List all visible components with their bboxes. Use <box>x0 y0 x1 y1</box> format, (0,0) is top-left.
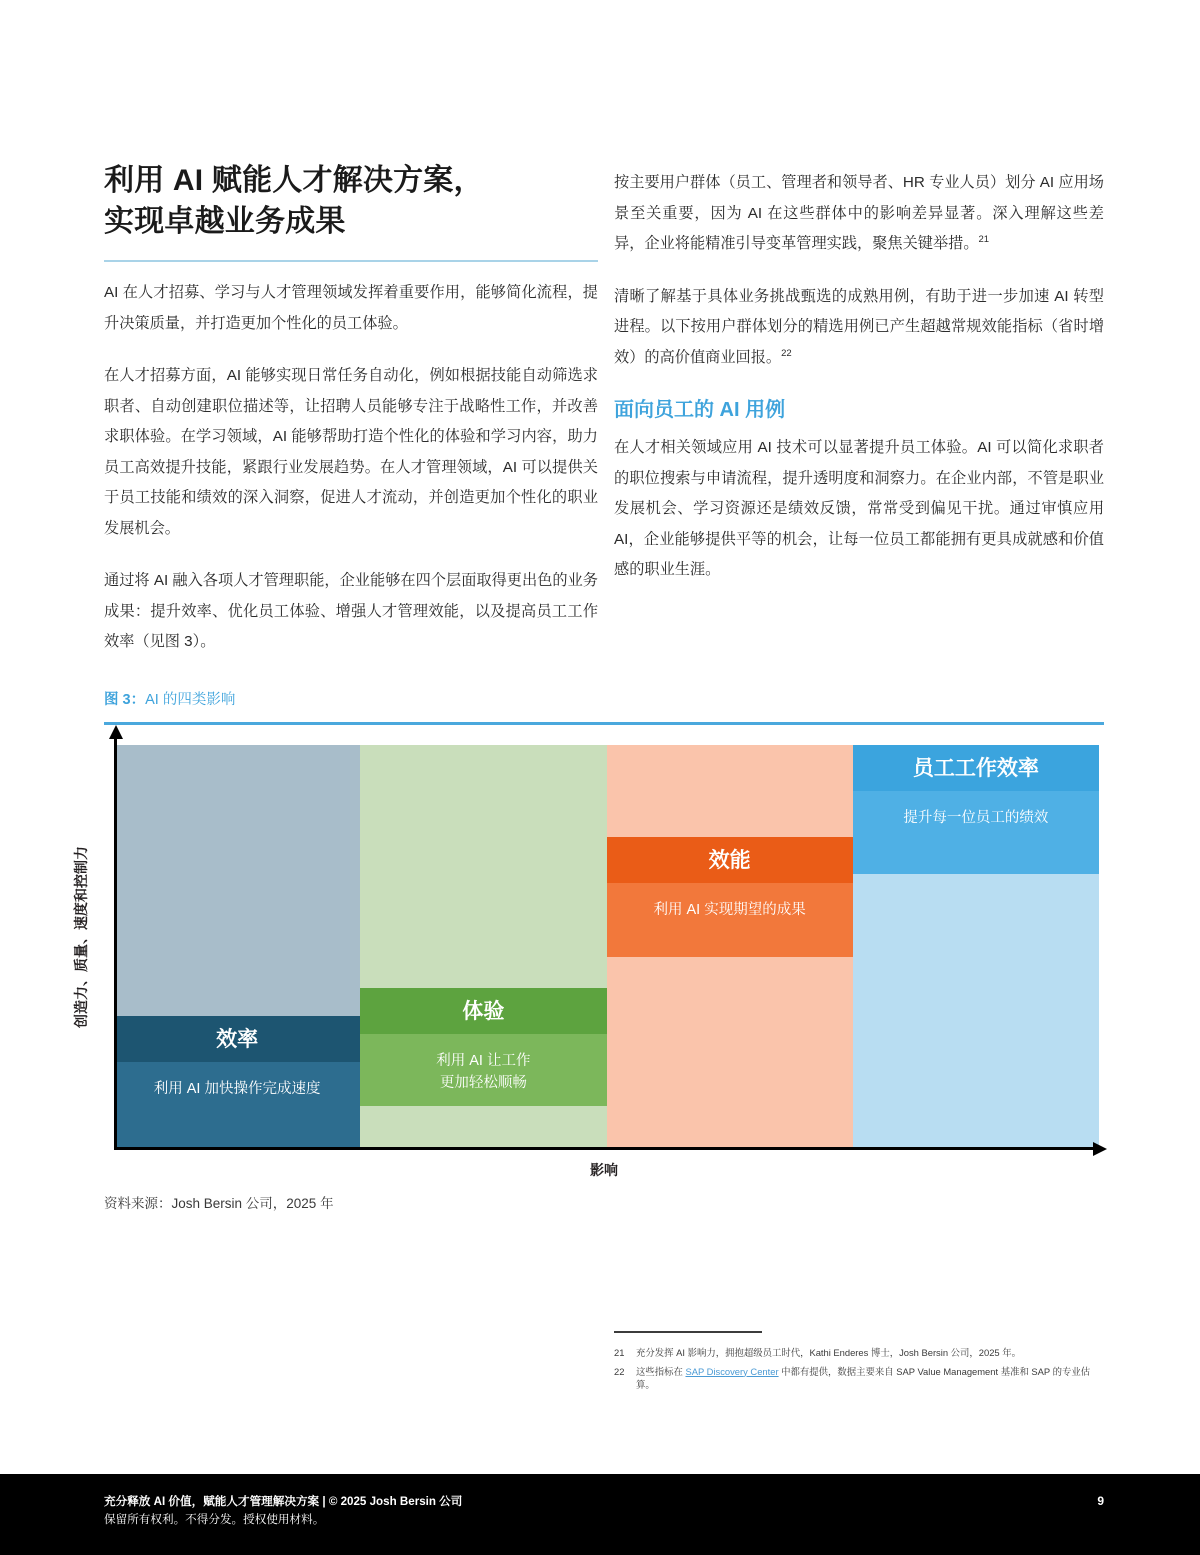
chart-card-experience-subtitle-line-1: 利用 AI 让工作 <box>436 1053 531 1069</box>
footnote-divider <box>614 1331 762 1333</box>
footer-copyright <box>104 1493 462 1529</box>
headline-divider <box>104 260 598 262</box>
chart-card-experience <box>360 988 606 1106</box>
right-paragraph-1 <box>614 168 1104 260</box>
headline-line-1: 利用 AI 赋能人才解决方案， <box>104 164 484 197</box>
chart-card-effectiveness-subtitle: 利用 AI 实现期望的成果 <box>653 902 806 918</box>
chart-band-experience <box>360 745 606 1150</box>
footnote-22-text-before: 这些指标在 <box>636 1365 686 1377</box>
chart-band-effectiveness <box>607 745 853 1150</box>
chart-card-productivity-title: 员工工作效率 <box>853 745 1099 791</box>
figure-label: 图 3： <box>104 692 146 708</box>
y-axis-arrow <box>114 737 117 1150</box>
left-paragraph-2: 在人才招募方面，AI 能够实现日常任务自动化，例如根据技能自动筛选求职者、自动创建职位描述等，让招聘人员能够专注于战略性工作，并改善求职体验。在学习领域，AI 能够帮助打造个性化的体验和学习内容，助力员工高效提升技能，紧跟行业发展趋势。在人才管理领域，AI 可以提供关于员工技能和绩效的深入洞察，促进人才流动，并创造更加个性化的职业发展机会。 <box>104 367 598 537</box>
page-title <box>104 160 598 242</box>
footnote-text-22 <box>636 1365 1106 1392</box>
sap-discovery-center-link[interactable]: SAP Discovery Center <box>685 1365 779 1377</box>
footnote-text-21: 充分发挥 AI 影响力，拥抱超级员工时代，Kathi Enderes 博士，Josh Bersin 公司，2025 年。 <box>636 1347 1021 1358</box>
footnote-item-21 <box>614 1346 1106 1360</box>
right-paragraph-1-text: 按主要用户群体（员工、管理者和领导者、HR 专业人员）划分 AI 应用场景至关重要，因为 AI 在这些群体中的影响差异显著。深入理解这些差异，企业将能精准引导变革管理实践，聚焦关键举措。 <box>614 174 1104 252</box>
chart-plot-area <box>114 745 1099 1150</box>
figure-source: 资料来源：Josh Bersin 公司，2025 年 <box>104 1196 334 1211</box>
section-subheading: 面向员工的 AI 用例 <box>614 399 786 421</box>
footer-line-2: 保留所有权利。不得分发。授权使用材料。 <box>104 1513 325 1526</box>
figure-caption <box>104 690 1104 710</box>
x-axis-arrow <box>114 1147 1094 1150</box>
chart-card-experience-title: 体验 <box>360 988 606 1034</box>
chart-card-productivity-subtitle: 提升每一位员工的绩效 <box>903 810 1049 826</box>
right-paragraph-3: 在人才相关领域应用 AI 技术可以显著提升员工体验。AI 可以简化求职者的职位搜索与申请流程，提升透明度和洞察力。在企业内部，不管是职业发展机会、学习资源还是绩效反馈，常常受到偏见干扰。通过审慎应用 AI，企业能够提供平等的机会，让每一位员工都能拥有更具成就感和价值感的职业生涯。 <box>614 439 1104 578</box>
footnote-marker-22: 22 <box>781 347 792 359</box>
footnote-marker-21: 21 <box>978 233 990 245</box>
right-paragraph-2-text: 清晰了解基于具体业务挑战甄选的成熟用例，有助于进一步加速 AI 转型进程。以下按用户群体划分的精选用例已产生超越常规效能指标（省时增效）的高价值商业回报。 <box>614 287 1104 366</box>
headline-line-2: 实现卓越业务成果 <box>104 205 346 238</box>
chart-card-efficiency <box>114 1016 360 1150</box>
footnote-number-21: 21 <box>614 1347 625 1358</box>
chart-card-efficiency-title: 效率 <box>114 1016 360 1062</box>
left-paragraph-1: AI 在人才招募、学习与人才管理领域发挥着重要作用，能够简化流程，提升决策质量，并打造更加个性化的员工体验。 <box>104 284 598 332</box>
footnote-number-22: 22 <box>614 1365 625 1377</box>
chart-band-efficiency <box>114 745 360 1150</box>
chart-card-efficiency-subtitle: 利用 AI 加快操作完成速度 <box>153 1081 321 1097</box>
chart-band-productivity <box>853 745 1099 1150</box>
chart-card-productivity <box>853 745 1099 874</box>
page-number: 9 <box>1097 1494 1104 1508</box>
y-axis-label <box>70 737 92 1137</box>
y-axis-label-text: 创造力、质量、速度和控制力 <box>73 846 89 1028</box>
footnote-item-22 <box>614 1365 1106 1392</box>
chart-card-effectiveness-title: 效能 <box>607 837 853 883</box>
left-column <box>104 160 598 658</box>
figure-title: AI 的四类影响 <box>145 692 236 708</box>
chart-card-effectiveness <box>607 837 853 957</box>
left-paragraph-3: 通过将 AI 融入各项人才管理职能，企业能够在四个层面取得更出色的业务成果：提升效率、优化员工体验、增强人才管理效能，以及提高员工工作效率（见图 3）。 <box>104 572 598 650</box>
footer-line-1: 充分释放 AI 价值，赋能人才管理解决方案 | © 2025 Josh Bersin 公司 <box>104 1495 463 1508</box>
chart-card-experience-subtitle <box>360 1034 606 1112</box>
figure-3 <box>73 690 1104 1178</box>
right-column <box>614 168 1104 586</box>
right-paragraph-2 <box>614 282 1104 374</box>
page-footer <box>0 1474 1200 1555</box>
footnotes <box>614 1331 1106 1397</box>
footnote-22-text-after: 中都有提供，数据主要来自 SAP Value Management 基准和 SAP 的专业估算。 <box>636 1365 1091 1390</box>
figure-divider <box>104 722 1104 725</box>
chart-container <box>73 737 1104 1178</box>
x-axis-label: 影响 <box>590 1162 618 1178</box>
chart-card-experience-subtitle-line-2: 更加轻松顺畅 <box>439 1075 527 1091</box>
